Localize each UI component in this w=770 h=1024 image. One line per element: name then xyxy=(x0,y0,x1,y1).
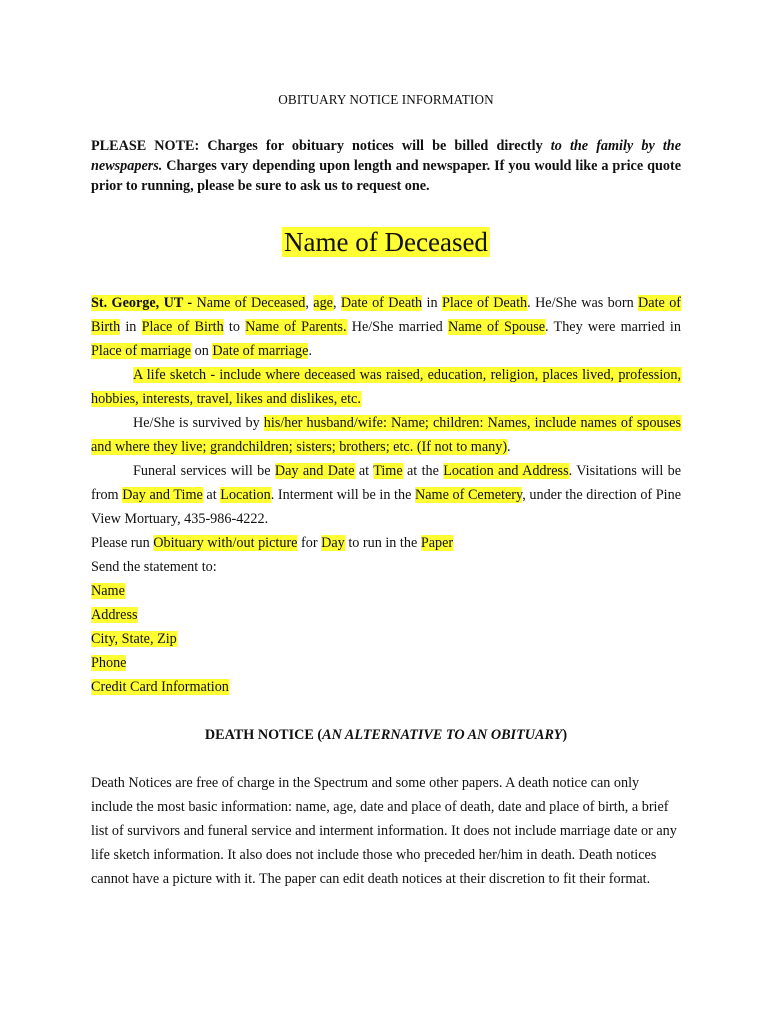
document-page xyxy=(91,92,681,891)
text: in xyxy=(422,295,442,311)
deceased-name-field[interactable]: Name of Deceased xyxy=(284,227,488,257)
service-day-date-field[interactable]: Day and Date xyxy=(274,463,355,479)
text: at xyxy=(354,463,374,479)
text: AN ALTERNATIVE TO AN OBITUARY xyxy=(322,727,563,743)
statement-city-line xyxy=(91,627,681,651)
text: . They were married in xyxy=(545,319,681,335)
statement-credit-card-field[interactable]: Credit Card Information xyxy=(91,679,229,695)
text: at xyxy=(202,487,221,503)
visitation-location-field[interactable]: Location xyxy=(220,487,271,503)
name-field[interactable]: Name of Deceased xyxy=(196,295,306,311)
statement-label: Send the statement to: xyxy=(91,559,217,575)
text: . xyxy=(308,343,312,359)
text: Please run xyxy=(91,535,154,551)
services-paragraph xyxy=(91,459,681,531)
text: to run in the xyxy=(344,535,421,551)
text: . Interment will be in the xyxy=(270,487,416,503)
death-notice-heading xyxy=(91,723,681,747)
age-field[interactable]: age xyxy=(313,295,333,311)
text: . Visitations will be from xyxy=(91,463,682,503)
text: ) xyxy=(562,727,568,743)
text: for xyxy=(297,535,322,551)
place-of-marriage-field[interactable]: Place of marriage xyxy=(91,343,192,359)
text: He/She married xyxy=(346,319,448,335)
note-text-1: PLEASE NOTE: Charges for obituary notices will be billed directly xyxy=(91,138,551,154)
location-prefix: St. George, UT - xyxy=(91,295,197,311)
cemetery-field[interactable]: Name of Cemetery xyxy=(415,487,523,503)
life-sketch-paragraph xyxy=(91,363,681,411)
text: on xyxy=(191,343,213,359)
run-instructions xyxy=(91,531,681,555)
deceased-name-heading xyxy=(91,222,681,262)
document-title: OBITUARY NOTICE INFORMATION xyxy=(278,92,494,107)
obituary-intro-paragraph xyxy=(91,291,681,363)
statement-city-state-zip-field[interactable]: City, State, Zip xyxy=(91,631,177,647)
text: . He/She was born xyxy=(527,295,639,311)
text: at the xyxy=(402,463,444,479)
statement-address-line xyxy=(91,603,681,627)
place-of-death-field[interactable]: Place of Death xyxy=(441,295,528,311)
text: , xyxy=(305,295,314,311)
survivors-paragraph xyxy=(91,411,681,459)
parents-field[interactable]: Name of Parents. xyxy=(245,319,347,335)
text: , under the direction of Pine View Mortuary, 435-986-4222. xyxy=(91,487,681,527)
statement-phone-line xyxy=(91,651,681,675)
death-notice-body: Death Notices are free of charge in the Spectrum and some other papers. A death notice can only include the most basic information: name, age, date and place of death, date and place of birth, a brief list of survivors and funeral service and interment information. It does not include marriage date or any life sketch information. It also does not include those who preceded her/him in death. Death notices cannot have a picture with it. The paper can edit death notices at their discretion to fit their format. xyxy=(91,775,677,887)
statement-name-field[interactable]: Name xyxy=(91,583,125,599)
statement-card-line xyxy=(91,675,681,699)
paper-field[interactable]: Paper xyxy=(420,535,454,551)
please-note-paragraph xyxy=(91,136,681,196)
date-of-birth-field[interactable]: Date of Birth xyxy=(91,295,682,335)
service-location-field[interactable]: Location and Address xyxy=(443,463,569,479)
survivors-field[interactable]: his/her husband/wife: Name; children: Names, include names of spouses and where they live; grandchildren; sisters; brothers; etc. (If not to many) xyxy=(91,415,681,455)
text: He/She is survived by xyxy=(133,415,264,431)
life-sketch-field[interactable]: A life sketch - include where deceased was raised, education, religion, places lived, profession, hobbies, interests, travel, likes and dislikes, etc. xyxy=(91,367,681,407)
text: . xyxy=(507,439,511,455)
text: Funeral services will be xyxy=(133,463,275,479)
service-time-field[interactable]: Time xyxy=(373,463,403,479)
statement-phone-field[interactable]: Phone xyxy=(91,655,127,671)
text: in xyxy=(120,319,142,335)
statement-name-line xyxy=(91,579,681,603)
visitation-day-time-field[interactable]: Day and Time xyxy=(122,487,203,503)
statement-address-field[interactable]: Address xyxy=(91,607,138,623)
note-italic: to the family by the newspapers. xyxy=(91,138,681,174)
date-of-death-field[interactable]: Date of Death xyxy=(340,295,423,311)
run-day-field[interactable]: Day xyxy=(321,535,345,551)
text: to xyxy=(223,319,246,335)
text: , xyxy=(332,295,341,311)
text: DEATH NOTICE ( xyxy=(204,727,323,743)
note-text-2: Charges vary depending upon length and newspaper. If you would like a price quote prior to running, please be sure to ask us to request one. xyxy=(91,158,681,194)
date-of-marriage-field[interactable]: Date of marriage xyxy=(212,343,309,359)
spouse-field[interactable]: Name of Spouse xyxy=(447,319,546,335)
place-of-birth-field[interactable]: Place of Birth xyxy=(141,319,224,335)
picture-option-field[interactable]: Obituary with/out picture xyxy=(153,535,298,551)
